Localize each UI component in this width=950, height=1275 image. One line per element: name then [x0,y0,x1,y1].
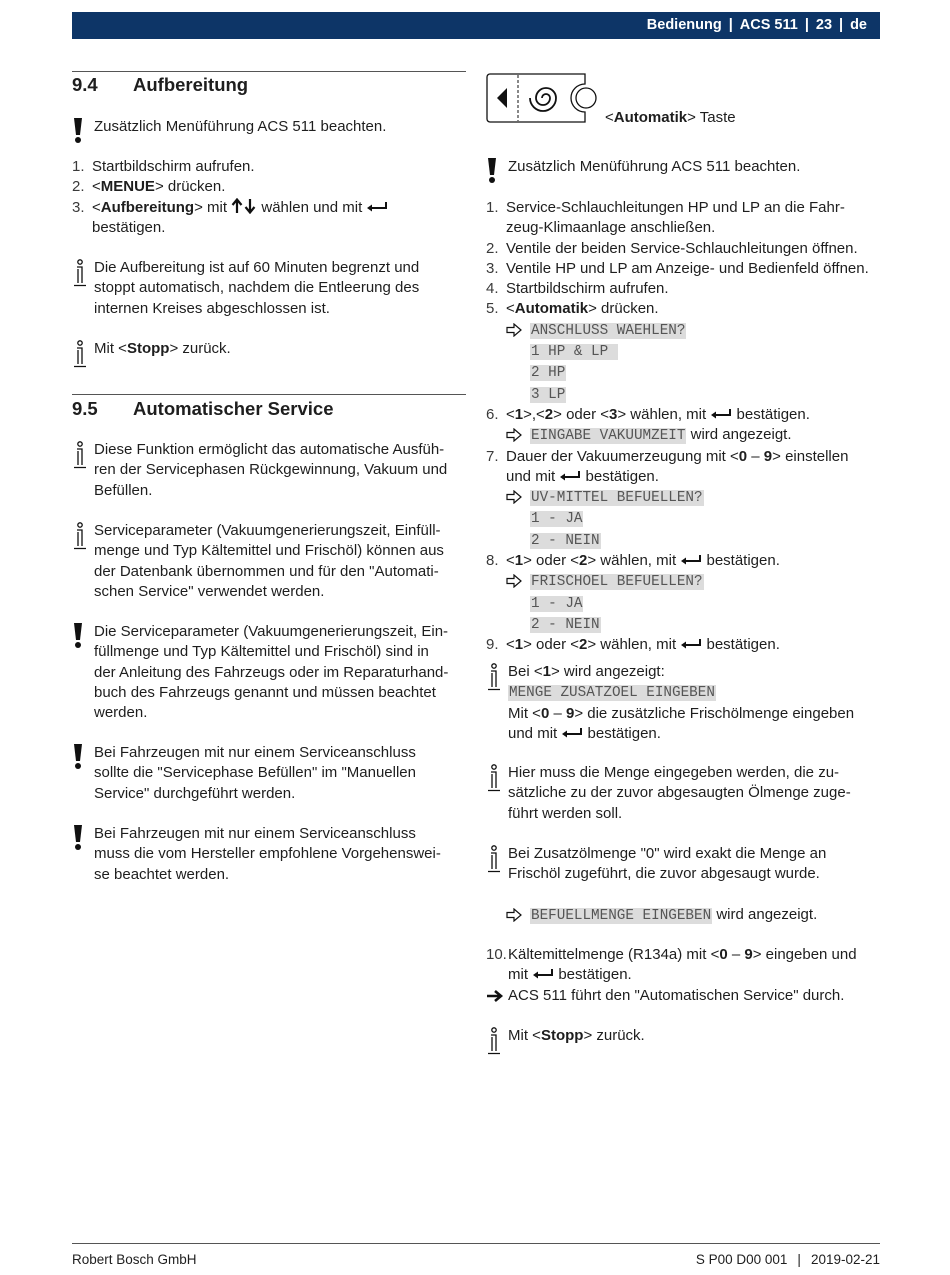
info-icon [486,764,502,792]
result-arrow-icon [506,323,522,337]
footer-doc-info: S P00 D00 001 | 2019-02-21 [695,1252,880,1267]
list-item: 9. <1> oder <2> wählen, mit bestätigen. [486,636,780,654]
warning-note: Die Serviceparameter (Vakuumgenerierungszeit, Ein- füllmenge und Typ Kältemittel und Frischöl) sind in der Anleitung des Fahrzeugs oder im Reparaturhand- buch des Fahrzeugs genannt und müssen beachtet werden. [72,622,467,723]
section-rule [72,71,466,72]
display-text: BEFUELLMENGE EINGEBEN [531,908,712,924]
display-text: MENGE ZUSATZOEL EINGEBEN [509,685,715,702]
display-text: UV-MITTEL BEFUELLEN? [531,490,703,507]
warning-exclamation-icon [486,158,498,184]
info-note: Mit <Stopp> zurück. [72,339,467,359]
display-text: 1 HP & LP [531,344,617,361]
automatic-service-steps [486,198,881,656]
automatik-key-icon [486,73,598,125]
info-icon [72,441,88,469]
display-output [486,320,881,405]
info-note: Hier muss die Menge eingegeben werden, die zu- sätzliche zu der zuvor abgesaugten Ölmenge zuge- führt werden soll. [486,763,881,824]
display-output: EINGABE VAKUUMZEIT wird angezeigt. [486,425,881,446]
enter-key-icon [680,637,702,649]
warning-note: Zusätzlich Menüführung ACS 511 beachten. [72,117,467,137]
list-item: 10. Kältemittelmenge (R134a) mit <0 – 9> eingeben und mit bestätigen. [486,946,857,984]
display-text: 3 LP [531,386,566,403]
steps-list [72,157,467,238]
result-arrow-icon [506,574,522,588]
display-output: BEFUELLMENGE EINGEBEN wird angezeigt. [486,905,881,926]
final-steps [486,945,881,1006]
info-note: Mit <Stopp> zurück. [486,1026,881,1046]
list-item: 1. Service-Schlauchleitungen HP und LP an die Fahr- zeug-Klimaanlage anschließen. [486,199,845,237]
header-section: Bedienung [646,17,722,33]
display-text: EINGABE VAKUUMZEIT [531,428,686,445]
info-icon [72,259,88,287]
display-output [486,571,881,635]
automatik-key-caption: <Automatik> Taste [605,109,736,126]
display-text: FRISCHOEL BEFUELLEN? [531,574,703,591]
list-item: 8. <1> oder <2> wählen, mit bestätigen. [486,552,780,570]
footer-rule [72,1243,880,1244]
arrow-up-down-icon [231,198,257,214]
info-icon [486,663,502,691]
footer-date: 2019-02-21 [810,1252,880,1267]
list-item: 2. <MENUE> drücken. [72,178,226,196]
enter-key-icon [561,726,583,738]
display-text: ANSCHLUSS WAEHLEN? [531,322,686,339]
info-note: Serviceparameter (Vakuumgenerierungszeit, Einfüll- menge und Typ Kältemittel und Frischöl) können aus der Datenbank übernommen und für den "Automati- schen Service" verwendet werden. [72,521,467,602]
list-item: 4. Startbildschirm aufrufen. [486,280,669,298]
info-icon [486,1027,502,1055]
list-item: 7. Dauer der Vakuumerzeugung mit <0 – 9> einstellen und mit bestätigen. [486,447,849,485]
warning-exclamation-icon [72,118,84,144]
info-icon [72,522,88,550]
header-product: ACS 511 [739,17,798,33]
result-arrow-icon [506,490,522,504]
enter-key-icon [532,967,554,979]
section-heading-9-4: 9.4 Aufbereitung [72,74,249,95]
page-header-bar: Bedienung | ACS 511 | 23 | de [72,12,880,39]
enter-key-icon [366,200,388,212]
list-item: 2. Ventile der beiden Service-Schlauchleitungen öffnen. [486,239,858,257]
warning-exclamation-icon [72,623,84,649]
result-arrow-bold-icon [486,989,504,1003]
info-note: Diese Funktion ermöglicht das automatische Ausfüh- ren der Servicephasen Rückgewinnung, Vakuum und Befüllen. [72,440,467,501]
section-rule [72,394,466,395]
section-heading-9-5: 9.5 Automatischer Service [72,398,334,419]
list-item: 5. <Automatik> drücken. [486,300,659,318]
warning-exclamation-icon [72,744,84,770]
info-note: Bei Zusatzölmenge "0" wird exakt die Menge an Frischöl zugeführt, die zuvor abgesaugt wurde. [486,844,881,885]
display-text: 1 - JA [531,595,583,612]
result-line: ACS 511 führt den "Automatischen Service" durch. [486,986,881,1006]
footer-doc-number: S P00 D00 001 [695,1252,788,1267]
info-icon [72,340,88,368]
info-note: Bei <1> wird angezeigt: MENGE ZUSATZOEL EINGEBEN Mit <0 – 9> die zusätzliche Frischölmenge eingeben und mit bestätigen. [486,662,881,744]
result-arrow-icon [506,908,522,922]
info-icon [486,845,502,873]
display-output [486,487,881,551]
header-language: de [850,17,867,33]
list-item: 3. <Aufbereitung> mit wählen und mit bestätigen. [72,198,467,239]
warning-note: Bei Fahrzeugen mit nur einem Serviceanschluss sollte die "Servicephase Befüllen" im "Manuellen Service" durchgeführt werden. [72,743,467,804]
enter-key-icon [680,553,702,565]
display-text: 2 HP [531,365,566,382]
warning-note: Bei Fahrzeugen mit nur einem Serviceanschluss muss die vom Hersteller empfohlene Vorgehenswei- se beachtet werden. [72,824,467,885]
list-item: 6. <1>,<2> oder <3> wählen, mit bestätigen. [486,405,810,423]
list-item: 3. Ventile HP und LP am Anzeige- und Bedienfeld öffnen. [486,259,869,277]
display-text: 1 - JA [531,511,583,528]
warning-exclamation-icon [72,825,84,851]
display-text: 2 - NEIN [531,616,600,633]
display-text: 2 - NEIN [531,532,600,549]
enter-key-icon [559,469,581,481]
result-arrow-icon [506,428,522,442]
info-note: Die Aufbereitung ist auf 60 Minuten begrenzt und stoppt automatisch, nachdem die Entleerung des internen Kreises abgeschlossen ist. [72,258,467,319]
enter-key-icon [710,407,732,419]
warning-note: Zusätzlich Menüführung ACS 511 beachten. [486,157,881,177]
list-item: 1. Startbildschirm aufrufen. [72,158,255,175]
header-page-number: 23 [815,17,833,33]
footer-company: Robert Bosch GmbH [72,1252,197,1267]
